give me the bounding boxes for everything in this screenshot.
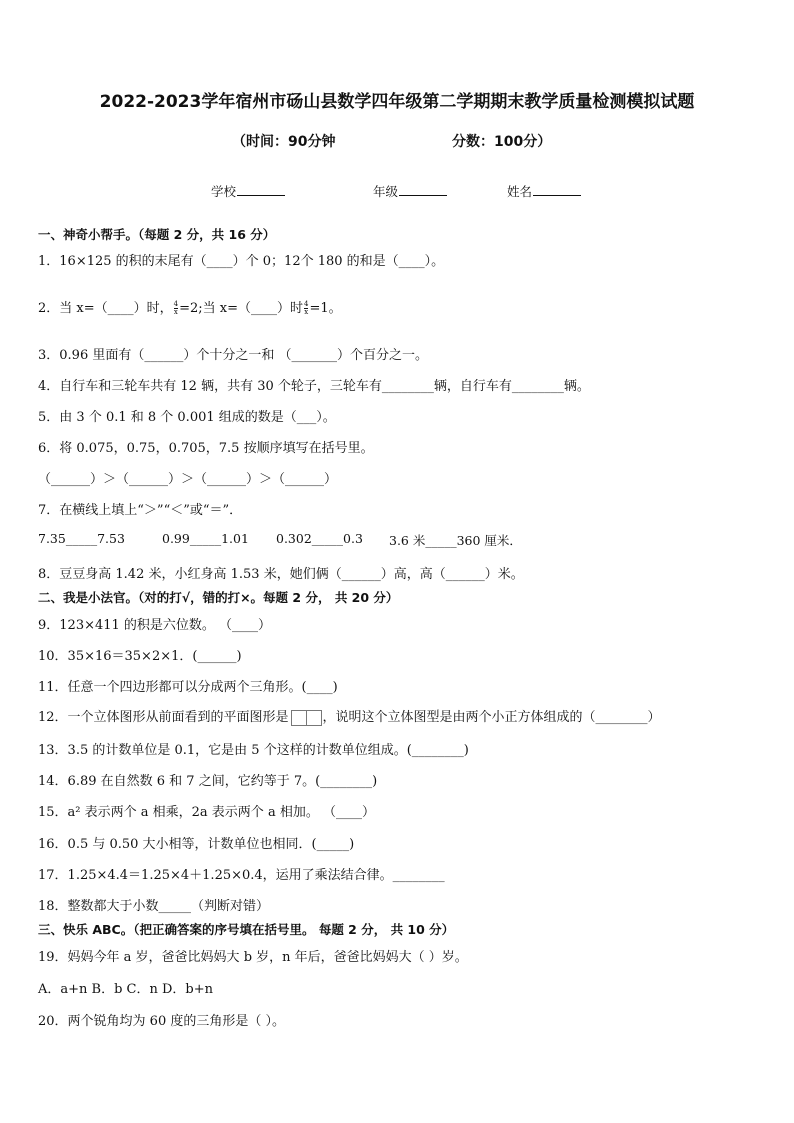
name-field[interactable] [507, 182, 581, 200]
question-2-part-c: =1。 [309, 301, 342, 316]
question-20: 20．两个锐角均为 60 度的三角形是（ ）。 [38, 1014, 285, 1029]
question-16: 16．0.5 与 0.50 大小相等，计数单位也相同．(_____) [38, 837, 355, 852]
question-2-part-a: 2．当 x=（____）时， [38, 301, 173, 316]
question-3: 3．0.96 里面有（______）个十分之一和 （_______）个百分之一。 [38, 348, 428, 363]
name-blank[interactable] [533, 194, 581, 196]
exam-score: 分数：100分） [452, 134, 552, 150]
school-field[interactable] [211, 182, 285, 200]
section-3-heading: 三、快乐 ABC。（把正确答案的序号填在括号里。 每题 2 分， 共 10 分） [38, 922, 455, 937]
question-11: 11．任意一个四边形都可以分成两个三角形。(____) [38, 680, 338, 695]
question-18: 18．整数都大于小数_____（判断对错） [38, 899, 270, 914]
exam-time: （时间：90分钟 [232, 134, 336, 150]
question-2 [38, 297, 342, 316]
question-2-part-b: =2;当 x=（____）时 [179, 301, 304, 316]
question-7-item-2: 0.99_____1.01 [162, 531, 249, 546]
question-7: 7．在横线上填上“＞”“＜”或“＝”． [38, 503, 243, 518]
question-6-blanks: （______）＞（______）＞（______）＞（______） [38, 472, 338, 487]
question-10: 10．35×16＝35×2×1．(______) [38, 649, 242, 664]
fraction-4-over-x-2: $\frac{4}{x}$ [304, 300, 309, 316]
question-19: 19．妈妈今年 a 岁，爸爸比妈妈大 b 岁，n 年后，爸爸比妈妈大（ ）岁。 [38, 950, 468, 965]
question-8: 8．豆豆身高 1.42 米，小红身高 1.53 米，她们俩（______）高，高（______）米。 [38, 567, 524, 582]
question-6: 6．将 0.075，0.75，0.705，7.5 按顺序填写在括号里。 [38, 441, 374, 456]
grade-field[interactable] [373, 182, 447, 200]
school-label: 学校 [211, 184, 237, 199]
question-19-options: A．a+n B．b C．n D．b+n [38, 982, 214, 997]
question-7-item-3: 0.302_____0.3 [276, 531, 363, 546]
question-7-item-4: 3.6 米_____360 厘米． [389, 533, 522, 548]
question-14: 14．6.89 在自然数 6 和 7 之间，它约等于 7。(________) [38, 774, 378, 789]
grade-blank[interactable] [399, 194, 447, 196]
question-12-part-a: 12．一个立体图形从前面看到的平面图形是 [38, 710, 289, 725]
question-9: 9．123×411 的积是六位数。 （____） [38, 618, 272, 633]
question-13: 13．3.5 的计数单位是 0.1，它是由 5 个这样的计数单位组成。(________) [38, 743, 469, 758]
school-blank[interactable] [237, 194, 285, 196]
grade-label: 年级 [373, 184, 399, 199]
two-cubes-front-view-figure [291, 710, 321, 726]
question-17: 17．1.25×4.4＝1.25×4＋1.25×0.4，运用了乘法结合律。________ [38, 868, 445, 883]
section-1-heading: 一、神奇小帮手。（每题 2 分，共 16 分） [38, 227, 276, 242]
section-2-heading: 二、我是小法官。（对的打√，错的打×。每题 2 分， 共 20 分） [38, 590, 399, 605]
name-label: 姓名 [507, 184, 533, 199]
exam-title: 2022-2023学年宿州市砀山县数学四年级第二学期期末教学质量检测模拟试题 [99, 92, 695, 112]
fraction-4-over-x: $\frac{4}{x}$ [173, 300, 179, 316]
question-4: 4．自行车和三轮车共有 12 辆，共有 30 个轮子，三轮车有________辆，自行车有________辆。 [38, 379, 590, 394]
question-1: 1．16×125 的积的末尾有（____）个 0；12个 180 的和是（____）。 [38, 254, 445, 269]
question-5: 5．由 3 个 0.1 和 8 个 0.001 组成的数是（___）。 [38, 410, 336, 425]
question-7-item-1: 7.35_____7.53 [38, 531, 125, 546]
question-15: 15．a² 表示两个 a 相乘，2a 表示两个 a 相加。 （____） [38, 805, 375, 820]
question-12 [38, 706, 661, 726]
question-12-part-b: ，说明这个立体图型是由两个小正方体组成的（________） [322, 710, 661, 725]
